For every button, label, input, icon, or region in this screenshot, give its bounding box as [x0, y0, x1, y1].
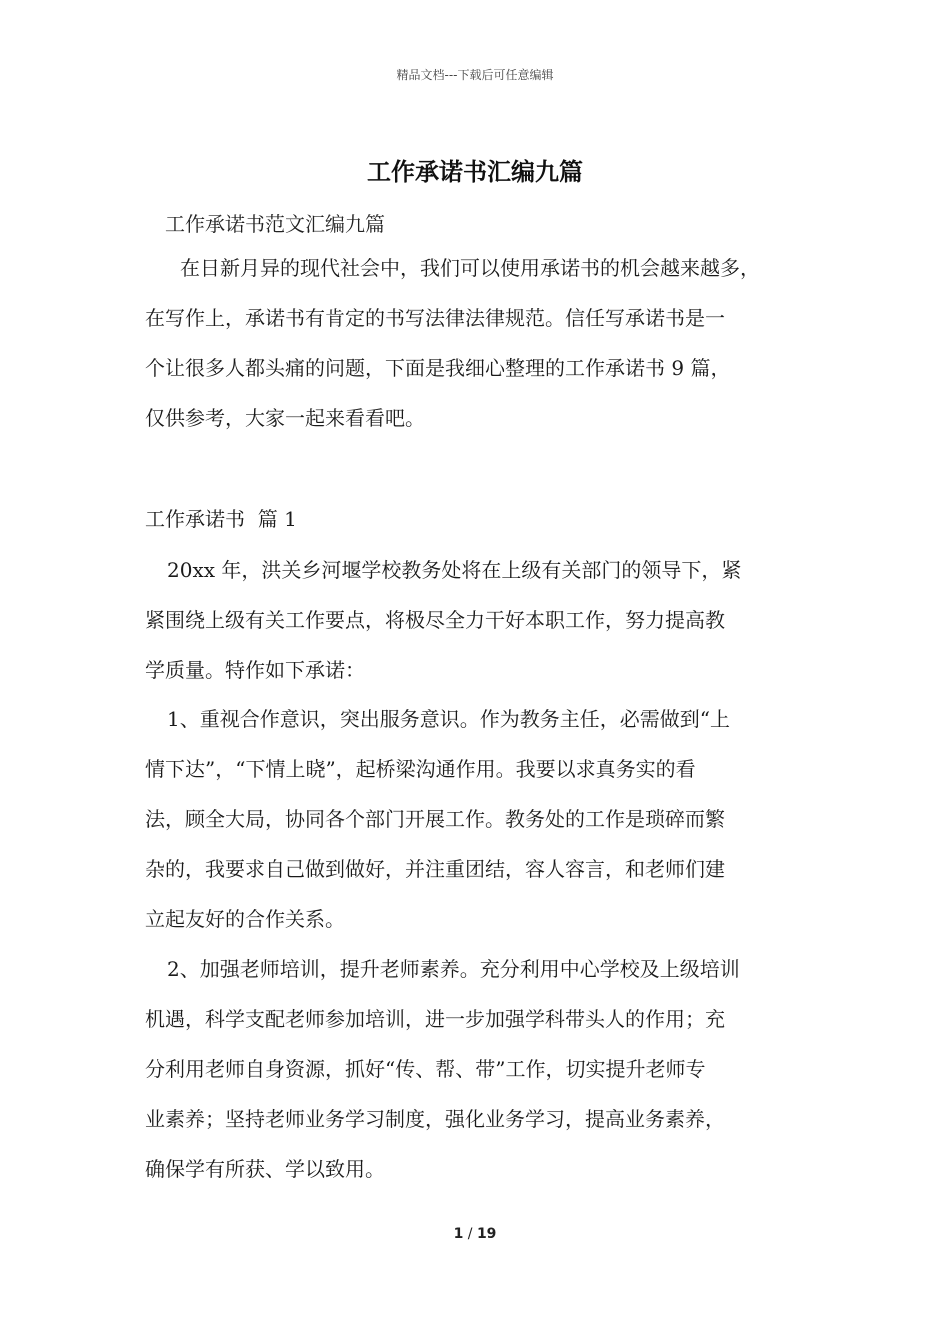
current-page: 1	[453, 1226, 464, 1242]
intro-line: 仅供参考，大家一起来看看吧。	[145, 406, 425, 430]
section1-paragraph-2	[145, 694, 815, 944]
page-number	[0, 1226, 950, 1242]
paragraph-line: 20xx 年，洪关乡河堰学校教务处将在上级有关部门的领导下，紧	[167, 558, 742, 582]
paragraph-line: 分利用老师自身资源，抓好“传、帮、带”工作，切实提升老师专	[145, 1057, 706, 1081]
total-pages: 19	[476, 1226, 497, 1242]
paragraph-line: 紧围绕上级有关工作要点，将极尽全力干好本职工作，努力提高教	[145, 608, 725, 632]
intro-paragraph	[145, 243, 815, 443]
paragraph-line: 立起友好的合作关系。	[145, 907, 345, 931]
section-heading: 工作承诺书 篇 1	[145, 507, 297, 531]
document-title: 工作承诺书汇编九篇	[367, 157, 583, 186]
page-separator: /	[463, 1226, 477, 1242]
page-header: 精品文档---下载后可任意编辑	[396, 68, 554, 82]
intro-line: 在写作上，承诺书有肯定的书写法律法律规范。信任写承诺书是一	[145, 306, 725, 330]
paragraph-line: 学质量。特作如下承诺：	[145, 658, 365, 682]
paragraph-line: 机遇，科学支配老师参加培训，进一步加强学科带头人的作用；充	[145, 1007, 725, 1031]
section1-paragraph-3	[145, 944, 815, 1194]
section1-paragraph-1	[145, 545, 815, 695]
paragraph-line: 杂的，我要求自己做到做好，并注重团结，容人容言，和老师们建	[145, 857, 725, 881]
paragraph-line: 确保学有所获、学以致用。	[145, 1157, 385, 1181]
intro-line: 个让很多人都头痛的问题，下面是我细心整理的工作承诺书 9 篇，	[145, 356, 731, 380]
paragraph-line: 情下达”，“下情上晓”，起桥梁沟通作用。我要以求真务实的看	[145, 757, 696, 781]
document-subtitle: 工作承诺书范文汇编九篇	[165, 212, 385, 236]
intro-line: 在日新月异的现代社会中，我们可以使用承诺书的机会越来越多，	[180, 256, 760, 280]
paragraph-line: 业素养；坚持老师业务学习制度，强化业务学习，提高业务素养，	[145, 1107, 725, 1131]
paragraph-line: 1、重视合作意识，突出服务意识。作为教务主任，必需做到“上	[167, 707, 730, 731]
paragraph-line: 2、加强老师培训，提升老师素养。充分利用中心学校及上级培训	[167, 957, 740, 981]
paragraph-line: 法，顾全大局，协同各个部门开展工作。教务处的工作是琐碎而繁	[145, 807, 725, 831]
